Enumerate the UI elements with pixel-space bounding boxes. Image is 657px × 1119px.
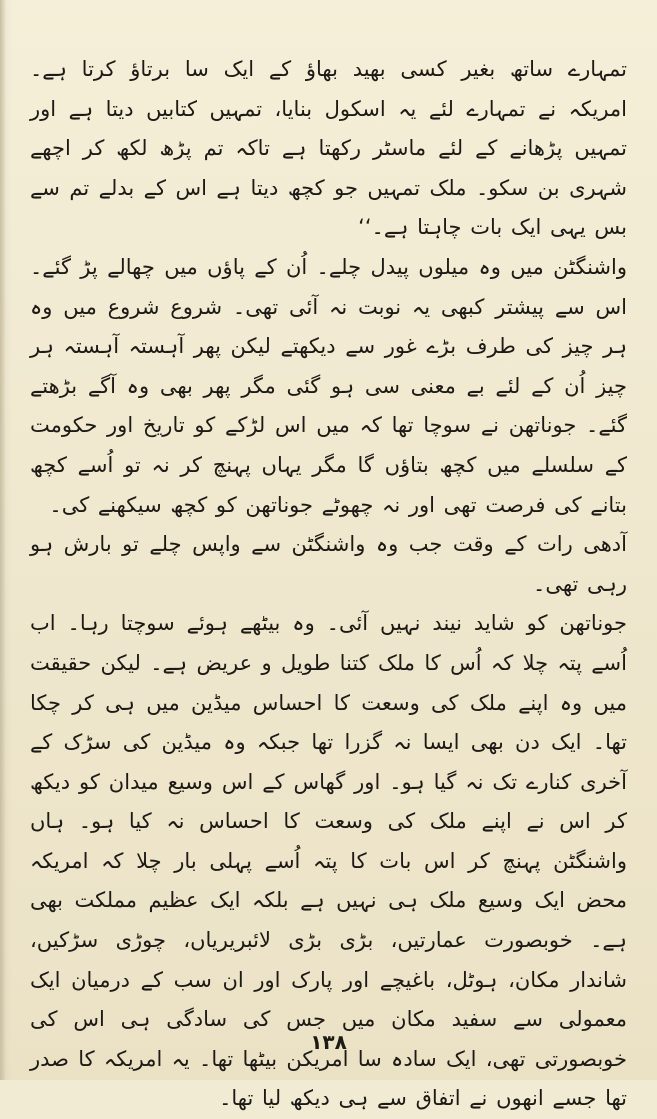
page-text-body	[30, 50, 627, 1119]
paragraph-3: آدھی رات کے وقت جب وہ واشنگٹن سے واپس چلے تو بارش ہو رہی تھی۔	[30, 532, 627, 596]
paragraph-1: تمہارے ساتھ بغیر کسی بھید بھاؤ کے ایک سا برتاؤ کرتا ہے۔ امریکہ نے تمہارے لئے یہ اسکول بنایا، تمہیں کتابیں دیتا ہے اور تمہیں پڑھانے کے لئے ماسٹر رکھتا ہے تاکہ تم پڑھ لکھ کر اچھے شہری بن سکو۔ ملک تمہیں جو کچھ دیتا ہے اس کے بدلے تم سے بس یہی ایک بات چاہتا ہے۔‘‘	[30, 57, 627, 240]
page-number: ۱۳۸	[310, 1030, 347, 1054]
paragraph-4: جوناتھن کو شاید نیند نہیں آئی۔ وہ بیٹھے ہوئے سوچتا رہا۔ اب اُسے پتہ چلا کہ اُس کا ملک کتنا طویل و عریض ہے۔ لیکن حقیقت میں وہ اپنے ملک کی وسعت کا احساس میڈین میں ہی کر چکا تھا۔ ایک دن بھی ایسا نہ گزرا تھا جبکہ وہ میڈین کی سڑک کے آخری کنارے تک نہ گیا ہو۔ اور گھاس کے اس وسیع میدان کو دیکھ کر اس نے اپنے ملک کی وسعت کا احساس نہ کیا ہو۔ ہاں واشنگٹن پہنچ کر اس بات کا پتہ اُسے پہلی بار چلا کہ امریکہ محض ایک وسیع ملک ہی نہیں ہے بلکہ ایک عظیم مملکت بھی ہے۔ خوبصورت عمارتیں، بڑی بڑی لائبریریاں، چوڑی سڑکیں، شاندار مکان، ہوٹل، باغیچے اور پارک اور ان سب کے درمیان ایک معمولی سے سفید مکان میں جس کی سادگی ہی اس کی خوبصورتی تھی، ایک سادہ سا امریکن بیٹھا تھا۔ یہ امریکہ کا صدر تھا جسے انھوں نے اتفاق سے ہی دیکھ لیا تھا۔	[30, 611, 627, 1111]
page-edge-shadow	[0, 0, 6, 1080]
paragraph-2: واشنگٹن میں وہ میلوں پیدل چلے۔ اُن کے پاؤں میں چھالے پڑ گئے۔ اس سے پیشتر کبھی یہ نوبت نہ آئی تھی۔ شروع شروع میں وہ ہر چیز کی طرف بڑے غور سے دیکھتے لیکن پھر آہستہ آہستہ ہر چیز اُن کے لئے بے معنی سی ہو گئی مگر پھر بھی وہ آگے بڑھتے گئے۔ جوناتھن نے سوچا تھا کہ میں اس لڑکے کو تاریخ اور حکومت کے سلسلے میں کچھ بتاؤں گا مگر یہاں پہنچ کر نہ تو اُسے کچھ بتانے کی فرصت تھی اور نہ چھوٹے جوناتھن کو کچھ سیکھنے کی۔	[30, 254, 627, 517]
